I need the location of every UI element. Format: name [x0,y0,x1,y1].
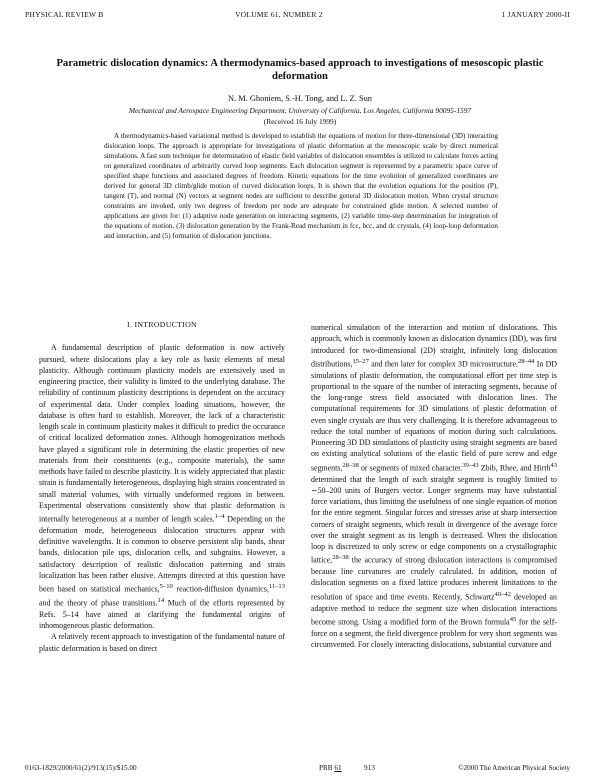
journal-volume [319,764,342,772]
citation: 28–38 [332,554,349,562]
intro-paragraph-2: A relatively recent approach to investigation of the fundamental nature of plastic deformation is based on direct [39,632,285,653]
citation: 40–42 [494,590,511,598]
citation: 11–13 [268,583,286,591]
text-run: Much of the efforts represented by Refs. 5–14 have aimed at clarifying the fundamental origins of inhomogeneous plastic deformation. [39,598,285,631]
citation: 43 [550,461,557,469]
journal-name: PHYSICAL REVIEW B [25,10,104,19]
issn-code: 0163-1829/2000/61(2)/913(15)/$15.00 [25,764,137,772]
text-run: determined that the length of each straight segment is roughly limited to ∼50–200 units of Burgers vector. Longer segments may have substantial force variations, thus limiting the usefulness of one single equation of motion for the entire segment. Singular forces and stresses arise at sharp intersection corners of straight segments, which result in divergence of the average force over the straight segment as its length is decreased. When the dislocation loop is discretized to only screw or edge components on a crystallographic lattice, [311,474,557,565]
prb-label: PRB [319,764,333,772]
text-run: Depending on the deformation mode, heterogeneous dislocation structures appear with definitive wavelengths. It is common to observe persistent slip bands, shear bands, dislocation pile ups, dislocation cells, and subgrains. However, a satisfactory description of realistic dislocation patterning and strain localization has been rather elusive. Attempts directed at this question have been based on statistical mechanics, [39,514,285,594]
citation: 28–44 [517,357,535,365]
copyright: ©2000 The American Physical Society [458,764,570,772]
text-run: A fundamental description of plastic deformation is now actively pursued, where dislocations play a key role as basic elements of metal plasticity. Although continuum plasticity models are extensively used in engineering practice, their validity is limited to the underlying database. The reliability of continuum plasticity descriptions is dependent on the accuracy of experimental data. Under complex loading situations, however, the database is often hard to establish. Moreover, the lack of a characteristic length scale in continuum plasticity makes it difficult to predict the occurance of critical localized deformation zones. Although homogenization methods have played a significant role in determining the elastic properties of new materials from their constituents (e.g., composite materials), the same methods have failed to describe plasticity. It is widely appreciated that plastic strain is fundamentally heterogeneous, displaying high strains concentrated in small material volumes, with virtually undeformed regions in between. Experimental observations consistently show that plastic deformation is internally heterogeneous at a number of length scales. [39,343,285,524]
issue-date: 1 JANUARY 2000-II [501,10,570,19]
citation: 45 [509,615,517,623]
received-date: (Received 16 July 1999) [263,117,337,126]
citation: 5–10 [159,583,173,591]
right-column [311,322,557,650]
citation: 1–4 [214,513,225,520]
citation: 14 [157,597,165,604]
text-run: the accuracy of strong dislocation interactions is compromised because line curvatures are crudely calculated. In addition, motion of dislocation segments on a fixed lattice produces inherent limitations to the resolution of space and time events. Recently, Schwartz [311,555,557,602]
citation: 39–43 [462,461,479,469]
left-column [39,319,285,654]
text-run: and then later for complex 3D microstructure. [368,359,518,369]
text-run: for the self-force on a segment, the field divergence problem for very short segments was circumvented. For closely interacting dislocations, substantial curvature and [311,617,557,649]
volume-number: VOLUME 61, NUMBER 2 [235,10,323,19]
text-run: reaction-diffusion dynamics, [172,584,269,594]
text-run: Zbib, Rhee, and Hirth [478,463,551,473]
volume-link: 61 [334,764,342,772]
citation: 15–27 [352,357,369,365]
authors: N. M. Ghoniem, S.-H. Tong, and L. Z. Sun [228,94,372,103]
text-run: and the theory of phase transitions. [39,598,158,608]
section-heading: I. INTRODUCTION [127,320,197,329]
page-number: 913 [364,764,375,772]
text-run: or segments of mixed character. [358,463,463,473]
text-run: numerical simulation of the interaction and motion of dislocations. This approach, which is commonly known as dislocation dynamics (DD), was first introduced for two-dimensional (2D) straight, infinitely long dislocation distributions, [311,323,557,369]
paper-title: Parametric dislocation dynamics: A thermodynamics-based approach to investigations of mesoscopic plastic deformation [56,58,544,82]
affiliation: Mechanical and Aerospace Engineering Department, University of California, Los Angeles, California 90095-1597 [128,106,472,115]
intro-paragraph-continued [311,322,557,650]
citation: 28–38 [342,461,359,469]
intro-paragraph-1 [39,342,285,631]
abstract: A thermodynamics-based variational method is developed to establish the equations of motion for three-dimensional (3D) interacting dislocation loops. The approach is appropriate for investigations of plastic deformation at the mesoscopic scale by direct numerical simulations. A fast sum technique for determination of elastic field variables of dislocation ensembles is utilized to calculate forces acting on generalized coordinates of arbitrarily curved loop segments. Each dislocation segment is represented by a parametric space curve of specified shape functions and associated degrees of freedom. Kinetic equations for the time evolution of generalized coordinates are derived for general 3D climb/glide motion of curved dislocation loops. It is shown that the evolution equations for the position (P), tangent (T), and normal (N) vectors at segment nodes are sufficient to describe general 3D dislocation motion. When crystal structure constraints are invoked, only two degrees of freedom per node are adequate for constrained glide motion. A selected number of applications are given for: (1) adaptive node generation on interacting segments, (2) variable time-step determination for integration of the equations of motion, (3) dislocation generation by the Frank-Read mechanism in fcc, bcc, and dc crystals, (4) loop-loop deformation and interaction, and (5) formation of dislocation junctions. [104,132,498,241]
text-run: In DD simulations of plastic deformation, the computational effort per time step is proportional to the square of the number of interacting segments, because of the long-range stress field associated with dislocation lines. The computational requirements for 3D simulations of plastic deformation of even single crystals are thus very challenging. It is therefore advantageous to reduce the total number of equations of motion during such calculations. Pioneering 3D DD simulations of plasticity using straight segments are based on existing analytical solutions of the elastic field of pure screw and edge segments, [311,359,557,473]
text-run: developed an adaptive method to reduce the segment size when dislocation interactions become strong. Using a modified form of the Brown formula [311,592,557,627]
